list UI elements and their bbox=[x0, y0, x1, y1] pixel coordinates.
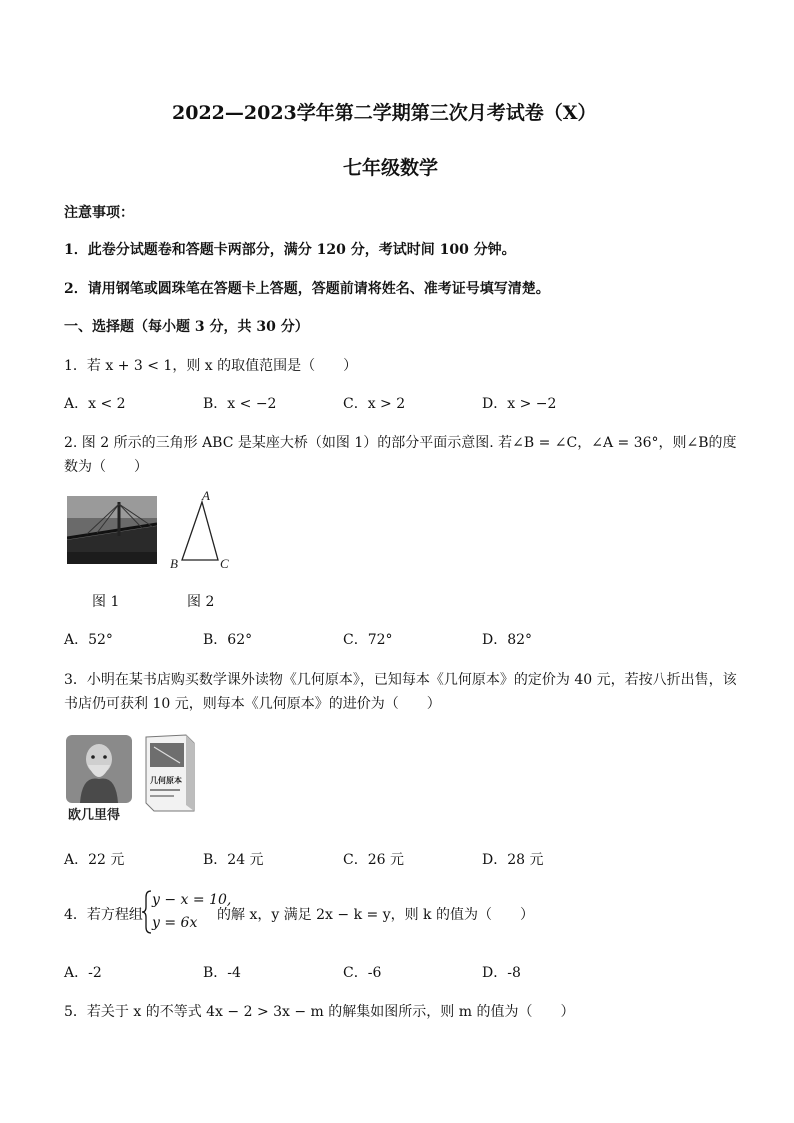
notice-heading: 注意事项： bbox=[64, 205, 134, 221]
q4-option-a: A．-2 bbox=[64, 965, 102, 981]
q3-stem-line1: 3．小明在某书店购买数学课外读物《几何原本》，已知每本《几何原本》的定价为 40 元，若按八折出售，该 bbox=[64, 672, 737, 688]
vertex-b-label: B bbox=[170, 556, 178, 570]
q3-option-a: A．22 元 bbox=[64, 852, 125, 868]
q2-stem-line1: 2. 图 2 所示的三角形 ABC 是某座大桥（如图 1）的部分平面示意图. 若∠B = ∠C，∠A = 36°，则∠B的度 bbox=[64, 435, 737, 451]
page-title: 2022—2023学年第二学期第三次月考试卷（X） bbox=[172, 102, 597, 124]
notice-item-1: 1．此卷分试题卷和答题卡两部分，满分 120 分，考试时间 100 分钟。 bbox=[64, 242, 516, 258]
q2-option-c: C．72° bbox=[343, 632, 393, 648]
q3-stem-line2: 书店仍可获利 10 元，则每本《几何原本》的进价为（ ） bbox=[64, 696, 441, 712]
q1-option-b: B．x < −2 bbox=[203, 396, 277, 412]
q4-equation-2: y = 6x bbox=[152, 915, 198, 931]
bridge-photo bbox=[67, 496, 157, 564]
section-heading: 一、选择题（每小题 3 分，共 30 分） bbox=[64, 319, 309, 335]
fig2-caption: 图 2 bbox=[187, 594, 215, 610]
q2-option-b: B．62° bbox=[203, 632, 253, 648]
vertex-a-label: A bbox=[202, 488, 210, 503]
book-title-label: 几何原本 bbox=[150, 776, 182, 785]
triangle-abc-figure bbox=[166, 488, 236, 570]
euclid-portrait bbox=[66, 735, 132, 821]
q3-option-b: B．24 元 bbox=[203, 852, 264, 868]
q1-option-d: D．x > −2 bbox=[482, 396, 557, 412]
q2-option-a: A．52° bbox=[64, 632, 113, 648]
notice-item-2: 2．请用钢笔或圆珠笔在答题卡上答题，答题前请将姓名、准考证号填写清楚。 bbox=[64, 281, 550, 297]
q1-stem: 1．若 x + 3 < 1，则 x 的取值范围是（ ） bbox=[64, 358, 358, 374]
q4-prefix: 4．若方程组 bbox=[64, 907, 143, 923]
q2-stem-line2: 数为（ ） bbox=[64, 459, 148, 475]
vertex-c-label: C bbox=[220, 556, 229, 570]
fig1-caption: 图 1 bbox=[92, 594, 120, 610]
q3-option-c: C．26 元 bbox=[343, 852, 404, 868]
page-subtitle: 七年级数学 bbox=[343, 157, 439, 179]
book-cover-image bbox=[142, 733, 198, 813]
q4-equation-1: y − x = 10, bbox=[152, 892, 232, 908]
q5-stem: 5．若关于 x 的不等式 4x − 2 > 3x − m 的解集如图所示，则 m 的值为（ ） bbox=[64, 1004, 575, 1020]
euclid-caption: 欧几里得 bbox=[68, 808, 121, 821]
q4-option-d: D．-8 bbox=[482, 965, 521, 981]
q2-option-d: D．82° bbox=[482, 632, 533, 648]
q4-option-b: B．-4 bbox=[203, 965, 241, 981]
q4-suffix: 的解 x，y 满足 2x − k = y，则 k 的值为（ ） bbox=[217, 907, 534, 923]
q3-option-d: D．28 元 bbox=[482, 852, 544, 868]
q4-option-c: C．-6 bbox=[343, 965, 382, 981]
q1-option-c: C．x > 2 bbox=[343, 396, 406, 412]
q1-option-a: A．x < 2 bbox=[64, 396, 126, 412]
